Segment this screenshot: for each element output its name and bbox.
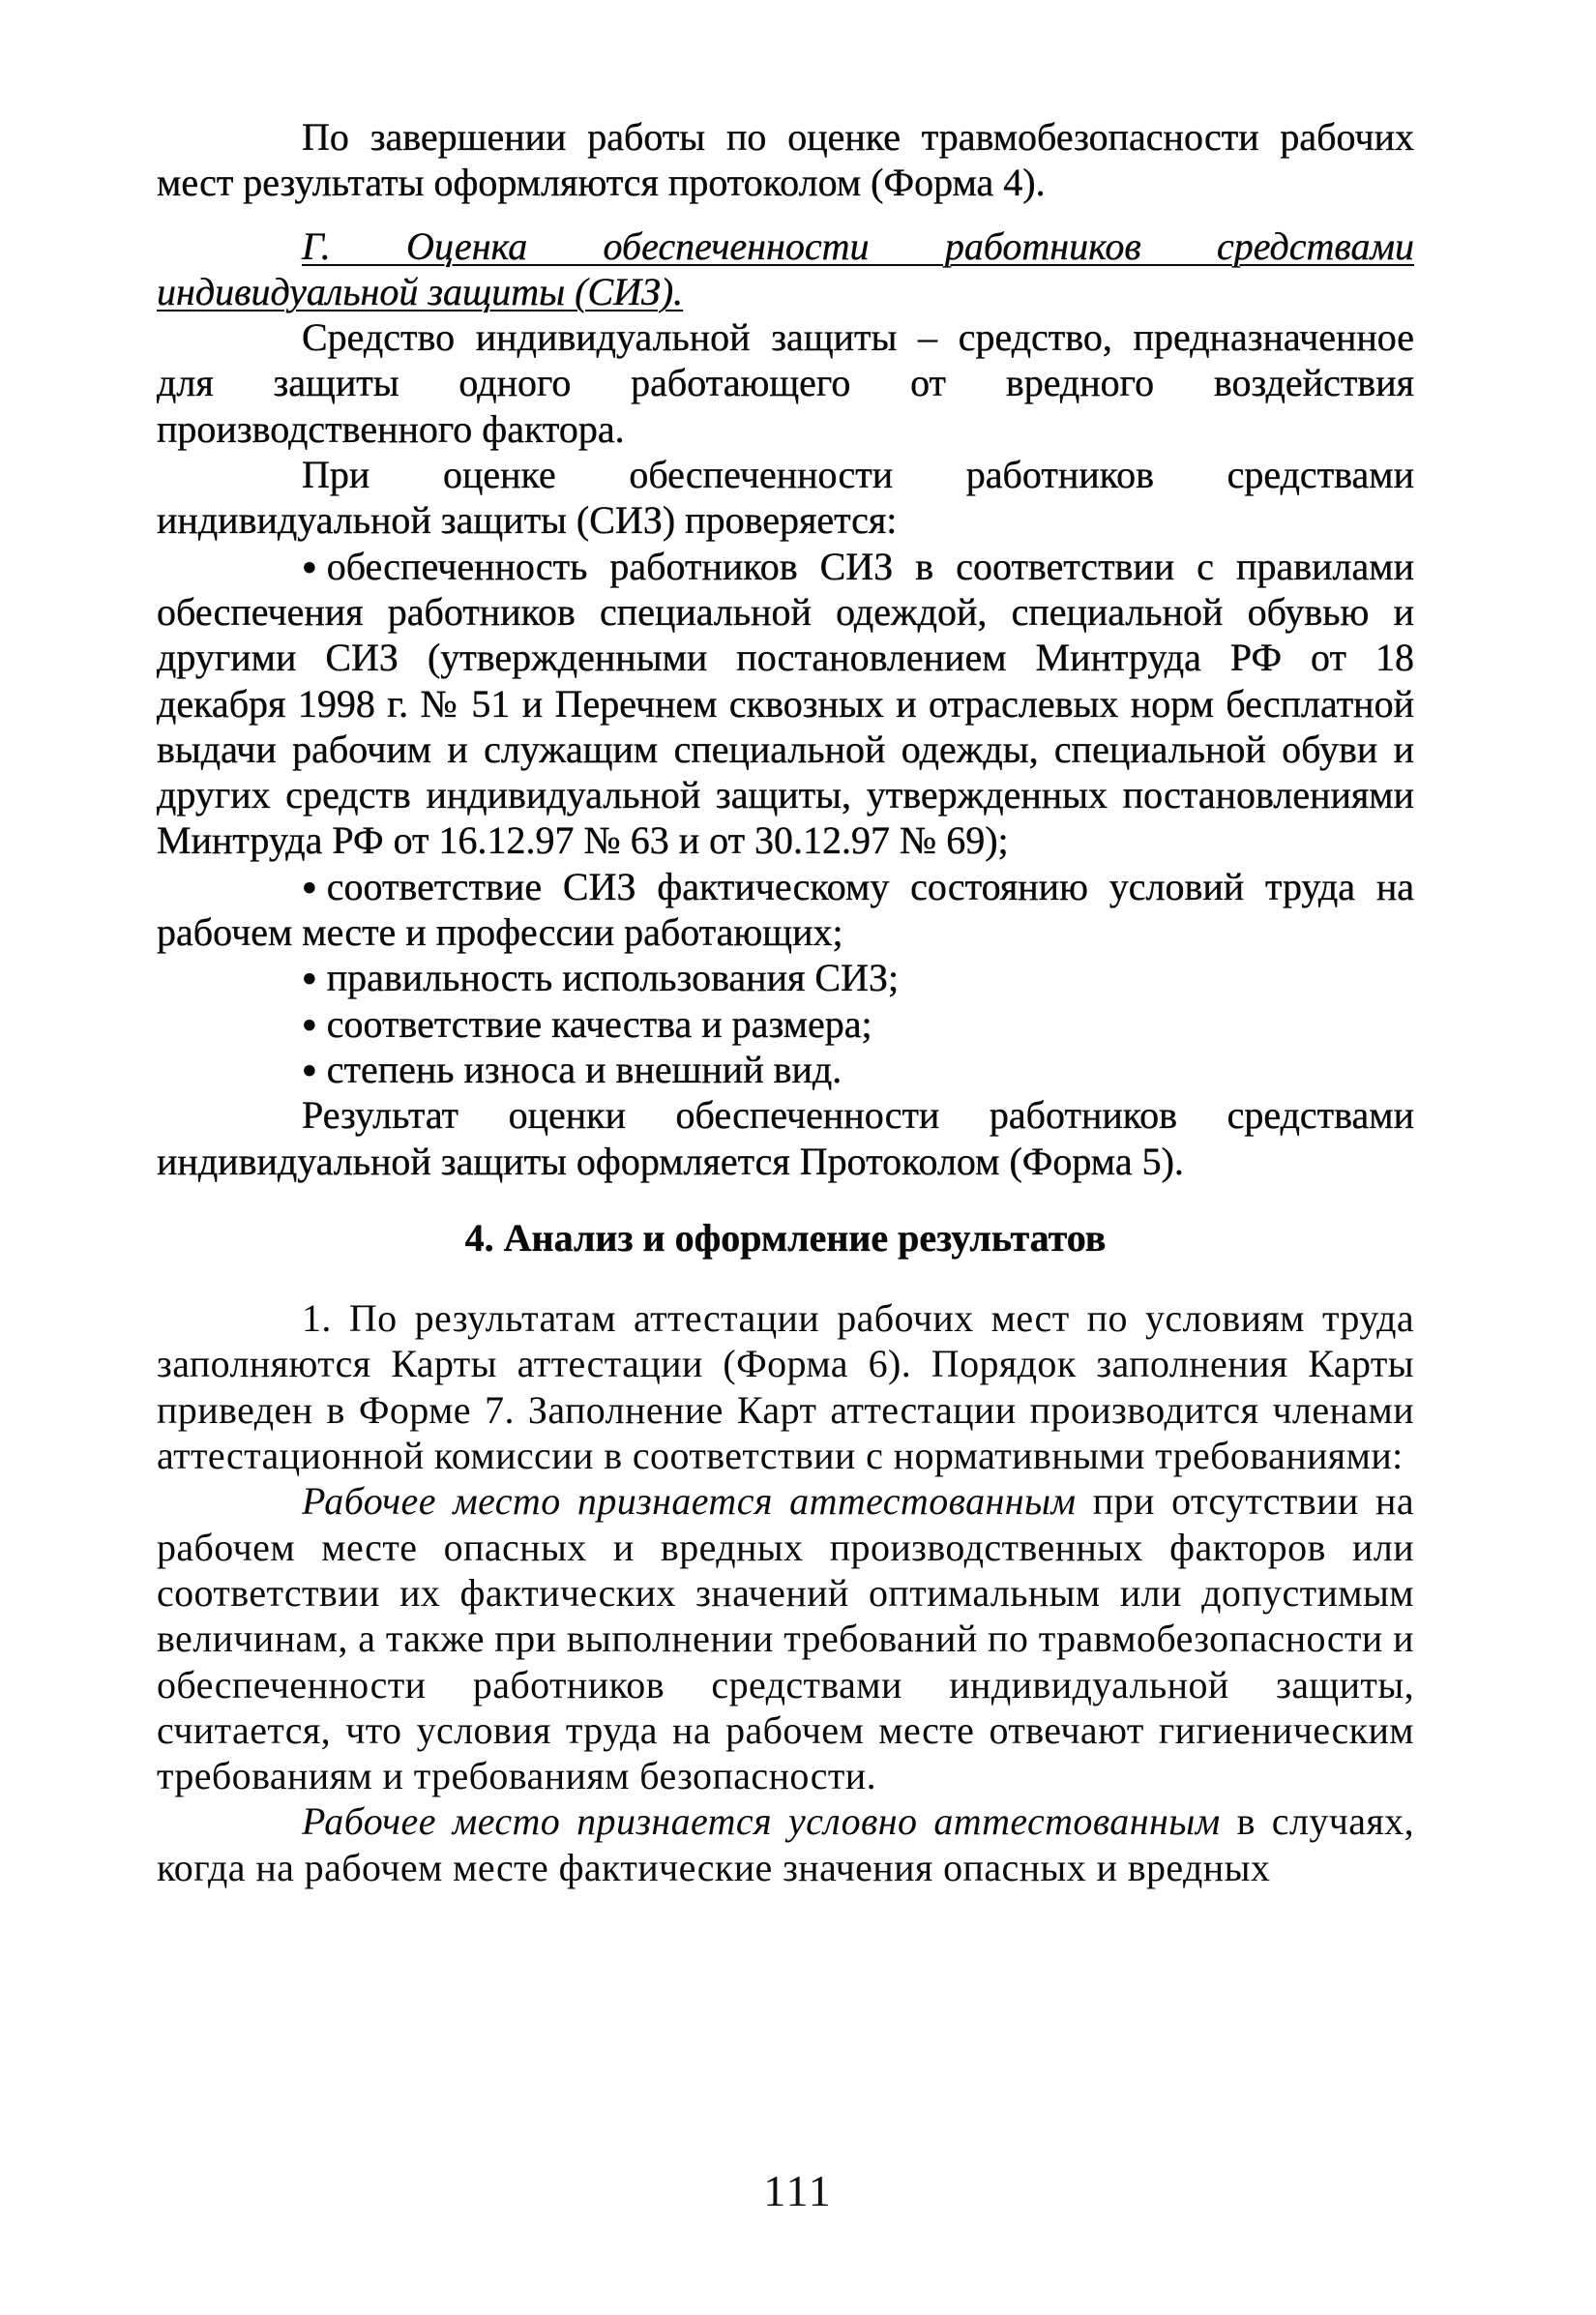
- paragraph-siz-definition: Средство индивидуальной защиты – средство, предназначенное для защиты одного работающего от вредного воздействия производственного фактора.: [157, 315, 1414, 451]
- italic-term-certified: Рабочее место признается аттестованным: [302, 1479, 1077, 1524]
- list-item-siz-quality: ● соответствие качества и размера;: [157, 1001, 1414, 1047]
- page-number: 111: [763, 2166, 833, 2215]
- paragraph-protocol-form5: Результат оценки обеспеченности работников средствами индивидуальной защиты оформляется Протоколом (Форма 5).: [157, 1093, 1414, 1183]
- paragraph-conditionally-certified: [157, 1798, 1414, 1890]
- section-title-analysis: 4. Анализ и оформление результатов: [464, 1215, 1107, 1260]
- list-item-siz-conformity: ● соответствие СИЗ фактическому состоянию условий труда на рабочем месте и профессии работающих;: [157, 864, 1414, 956]
- paragraph-attestation-cards: 1. По результатам аттестации рабочих мест по условиям труда заполняются Карты аттестации (Форма 6). Порядок заполнения Карты приведен в Форме 7. Заполнение Карт аттестации производится членами аттестационной комиссии в соответствии с нормативными требованиями:: [157, 1296, 1414, 1478]
- paragraph-certified-workplace: [157, 1478, 1414, 1798]
- paragraph-protocol-form4: По завершении работы по оценке травмобезопасности рабочих мест результаты оформляются протоколом (Форма 4).: [157, 115, 1414, 205]
- document-page: [157, 114, 1414, 1890]
- list-item-siz-wear: ● степень износа и внешний вид.: [157, 1047, 1414, 1092]
- subsection-heading-siz: Г. Оценка обеспеченности работников средствами индивидуальной защиты (СИЗ).: [157, 223, 1414, 313]
- text-certified-conditions: при отсутствии на рабочем месте опасных и вредных производственных факторов или соответствии их фактических значений оптимальным или допустимым величинам, а также при выполнении требований по травмобезопасности и обеспеченности работников средствами индивидуальной защиты, считается, что условия труда на рабочем месте отвечают гигиеническим требованиям и требованиям безопасности.: [157, 1479, 1414, 1798]
- list-item-siz-provision: ● обеспеченность работников СИЗ в соответствии с правилами обеспечения работников специальной одеждой, специальной обувью и другими СИЗ (утвержденными постановлением Минтруда РФ от 18 декабря 1998 г. № 51 и Перечнем сквозных и отраслевых норм бесплатной выдачи рабочим и служащим специальной одежды, специальной обуви и других средств индивидуальной защиты, утвержденных постановлениями Минтруда РФ от 16.12.97 № 63 и от 30.12.97 № 69);: [157, 544, 1414, 864]
- paragraph-siz-check-intro: При оценке обеспеченности работников средствами индивидуальной защиты (СИЗ) проверяется:: [157, 453, 1414, 543]
- text-conditionally-certified-conditions: в случаях, когда на рабочем месте фактические значения опасных и вредных: [157, 1799, 1414, 1889]
- list-item-siz-usage: ● правильность использования СИЗ;: [157, 955, 1414, 1000]
- italic-term-conditionally-certified: Рабочее место признается условно аттестованным: [302, 1799, 1221, 1844]
